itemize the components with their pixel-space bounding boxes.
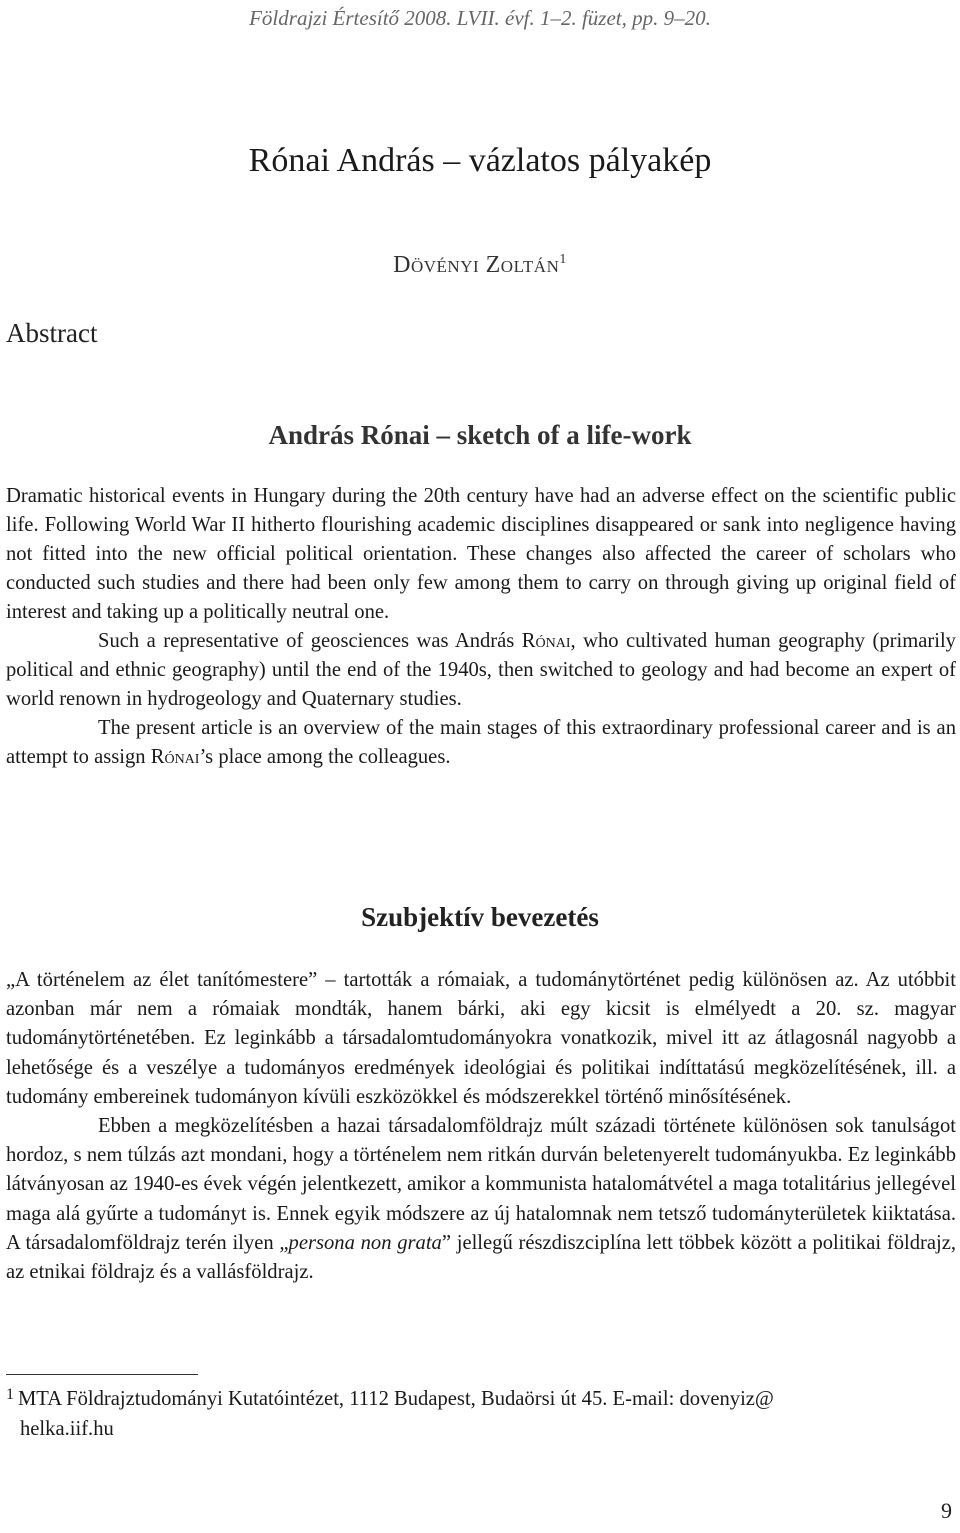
footnote-mark: 1 [6,1386,14,1403]
footnote-divider [6,1374,198,1375]
article-title: Rónai András – vázlatos pályakép [248,142,712,179]
abstract-paragraph-3 [6,714,956,772]
section-heading: Szubjektív bevezetés [361,902,599,932]
body-p2-text-a: Ebben a megközelítésben a hazai társadalomföldrajz múlt századi története különösen sok tanulságot hordoz, s nem túlzás azt mondani, hogy a történelem nem ritkán durván beletenyerelt tudományukba. Ez leginkább látványosan az 1940-es évek végén jelentkezett, amikor a kommunista hatalomátvétel a maga totalitárius jellegével maga alá gyűrte a tudományt is. Ennek egyik módszere az új hatalomnak nem tetsző tudományterületek kiiktatása. A társadalomföldrajz terén ilyen „ [6,1115,956,1254]
footnote-text: MTA Földrajztudományi Kutatóintézet, 1112 Budapest, Budaörsi út 45. E-mail: dovenyiz@ [18,1388,774,1410]
author-surname-smallcaps-2: Rónai [150,746,200,768]
author-line [0,252,960,279]
english-title: András Rónai – sketch of a life-work [268,420,692,450]
body-paragraph-2 [6,1112,956,1287]
page-number: 9 [941,1498,952,1523]
abstract-paragraph-2 [6,627,956,714]
abstract-paragraph-1: Dramatic historical events in Hungary during the 20th century have had an adverse effect on the scientific public life. Following World War II hitherto flourishing academic disciplines disappeared or sank into negligence having not fitted into the new official political orientation. These changes also affected the career of scholars who conducted such studies and there had been only few among them to carry on through giving up original field of interest and taking up a politically neutral one. [6,485,956,623]
running-head: Földrajzi Értesítő 2008. LVII. évf. 1–2. füzet, pp. 9–20. [249,6,711,30]
author-surname-smallcaps: Rónai [521,630,571,652]
body-p2-text-b: ” jellegű részdiszciplína lett többek között a politikai földrajz, az etnikai földrajz és a vallásföldrajz. [6,1231,957,1284]
abstract-label: Abstract [6,318,98,348]
abstract-p3-text-b: ’s place among the colleagues. [199,746,451,768]
abstract-p2-text-b: , who cultivated human geography (primarily political and ethnic geography) until the end of the 1940s, then switched to geology and had become an expert of world renown in hydrogeology and Quaternary studies. [6,630,956,710]
section-body [6,966,956,1287]
footnote-line-2: helka.iif.hu [20,1418,114,1440]
abstract-p2-text-a: Such a representative of geosciences was András [98,630,522,652]
footnote-line-1 [6,1380,958,1414]
author-name: Dövényi Zoltán [393,252,560,278]
body-paragraph-1: „A történelem az élet tanítómestere” – tartották a rómaiak, a tudománytörténet pedig különösen az. Az utóbbit azonban már nem a rómaiak mondták, hanem bárki, aki egy kicsit is elmélyedt a 20. sz. magyar tudománytörténetében. Ez leginkább a társadalomtudományokra vonatkozik, mivel itt az átlagosnál nagyobb a lehetősége és a veszélye a tudományos eredmények ideológiai és politikai indíttatású megközelítésének, ill. a tudomány embereinek tudományon kívüli eszközökkel és módszerekkel történő minősítésének. [6,969,956,1108]
author-footnote-mark: 1 [559,252,567,267]
latin-phrase: persona non grata [288,1231,442,1254]
footnote [6,1380,958,1444]
abstract-body [6,482,956,772]
abstract-p3-text-a: The present article is an overview of the main stages of this extraordinary professional career and is an attempt to assign [6,717,956,768]
